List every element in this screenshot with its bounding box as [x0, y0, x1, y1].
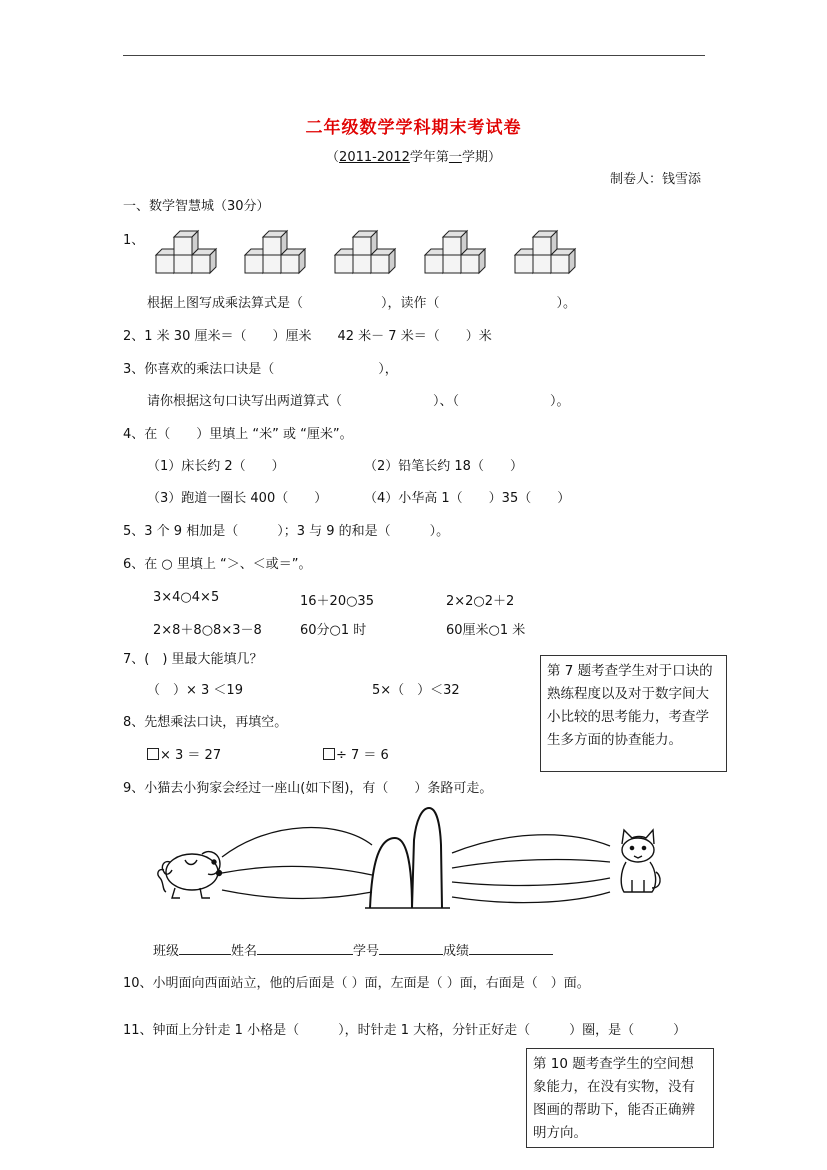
cube-shape	[461, 249, 485, 273]
q6-item-5: 60分○1 时	[300, 623, 367, 638]
cat-icon	[621, 830, 660, 892]
q8-item-1-text: × 3 ＝ 27	[160, 748, 222, 763]
q6-item-1: 3×4○4×5	[153, 590, 220, 605]
score-label: 成绩	[443, 944, 470, 959]
q7-item-2: 5×（ ）＜32	[372, 683, 460, 698]
q8-stem: 8、先想乘法口诀，再填空。	[123, 715, 288, 730]
id-field[interactable]	[379, 941, 443, 955]
class-label: 班级	[153, 944, 180, 959]
id-label: 学号	[353, 944, 380, 959]
subtitle-mid: 学年第	[409, 150, 449, 165]
note-q10-box	[526, 1048, 714, 1148]
cube-shape	[192, 249, 216, 273]
q7-item-1: （ ）× 3 ＜19	[147, 683, 243, 698]
class-field[interactable]	[179, 941, 231, 955]
name-field[interactable]	[257, 941, 353, 955]
path-right-2	[452, 860, 610, 868]
note-q7-text: 第 7 题考查学生对于口诀的熟练程度以及对于数字间大小比较的思考能力，考查学生多方面的协查能力。	[547, 663, 713, 748]
page-title: 二年级数学学科期末考试卷	[305, 118, 522, 138]
subtitle-open: （	[326, 150, 340, 165]
path-left-3	[222, 890, 372, 899]
path-left-2	[222, 866, 372, 875]
subtitle-year: 2011-2012	[339, 150, 410, 165]
q6-item-3: 2×2○2＋2	[446, 594, 515, 609]
cube-shape	[533, 231, 557, 255]
q1-number: 1、	[123, 233, 145, 248]
q6-item-6: 60厘米○1 米	[446, 623, 526, 638]
cube-shape	[551, 249, 575, 273]
path-right-1	[452, 835, 610, 853]
cube-shape	[353, 231, 377, 255]
cube-figures	[150, 215, 590, 280]
q6-stem: 6、在 ○ 里填上 “＞、＜或＝”。	[123, 557, 312, 572]
q6-item-2: 16＋20○35	[300, 594, 374, 609]
q3-line2: 请你根据这句口诀写出两道算式（ ）、（ ）。	[147, 394, 570, 409]
note-q10-text: 第 10 题考查学生的空间想象能力，在没有实物，没有图画的帮助下，能否正确辨明方向。	[533, 1056, 695, 1141]
path-right-3	[452, 878, 610, 885]
cube-shape	[371, 249, 395, 273]
paths-illustration	[150, 800, 670, 915]
header-rule	[123, 55, 705, 56]
q10-text: 10、小明面向西面站立，他的后面是（ ）面，左面是（ ）面，右面是（ ）面。	[123, 976, 590, 991]
subtitle-term: 一	[448, 150, 462, 165]
q8-item-2-text: ÷ 7 ＝ 6	[336, 748, 389, 763]
cube-shape	[174, 231, 198, 255]
cube-shape	[443, 231, 467, 255]
mountain-icon	[365, 808, 450, 908]
subtitle-end: 学期）	[461, 150, 501, 165]
note-q7-box	[540, 655, 727, 772]
q5-text: 5、3 个 9 相加是（ ）；3 与 9 的和是（ ）。	[123, 524, 450, 539]
q4-item-1: （1）床长约 2（ ）	[147, 459, 285, 474]
q4-item-3: （3）跑道一圈长 400（ ）	[147, 491, 328, 506]
score-field[interactable]	[469, 941, 553, 955]
blank-square	[323, 748, 335, 760]
blank-square	[147, 748, 159, 760]
q3-line1: 3、你喜欢的乘法口诀是（ ），	[123, 362, 398, 377]
path-right-4	[452, 892, 610, 903]
info-line	[153, 940, 553, 959]
q8-item-1	[147, 744, 221, 763]
q2-text: 2、1 米 30 厘米＝（ ）厘米 42 米－ 7 米＝（ ）米	[123, 329, 492, 344]
q6-item-4: 2×8＋8○8×3－8	[153, 623, 262, 638]
q4-stem: 4、在（ ）里填上 “米” 或 “厘米”。	[123, 427, 353, 442]
q4-item-4: （4）小华高 1（ ）35（ ）	[364, 491, 571, 506]
q1-text: 根据上图写成乘法算式是（ ），读作（ ）。	[147, 296, 577, 311]
dog-icon	[158, 852, 222, 898]
cube-shape	[281, 249, 305, 273]
q7-stem: 7、( ) 里最大能填几？	[123, 652, 263, 667]
name-label: 姓名	[231, 944, 258, 959]
q8-item-2	[323, 744, 389, 763]
path-left-1	[222, 828, 372, 857]
q11-text: 11、钟面上分针走 1 小格是（ ），时针走 1 大格，分针正好走（ ）圈，是（ ）	[123, 1023, 687, 1038]
q9-text: 9、小猫去小狗家会经过一座山(如下图)，有（ ）条路可走。	[123, 781, 493, 796]
author-line: 制卷人：钱雪添	[609, 172, 701, 187]
q4-item-2: （2）铅笔长约 18（ ）	[364, 459, 523, 474]
section-heading: 一、数学智慧城（30分）	[123, 199, 270, 214]
cube-shape	[263, 231, 287, 255]
page-subtitle	[0, 146, 827, 165]
